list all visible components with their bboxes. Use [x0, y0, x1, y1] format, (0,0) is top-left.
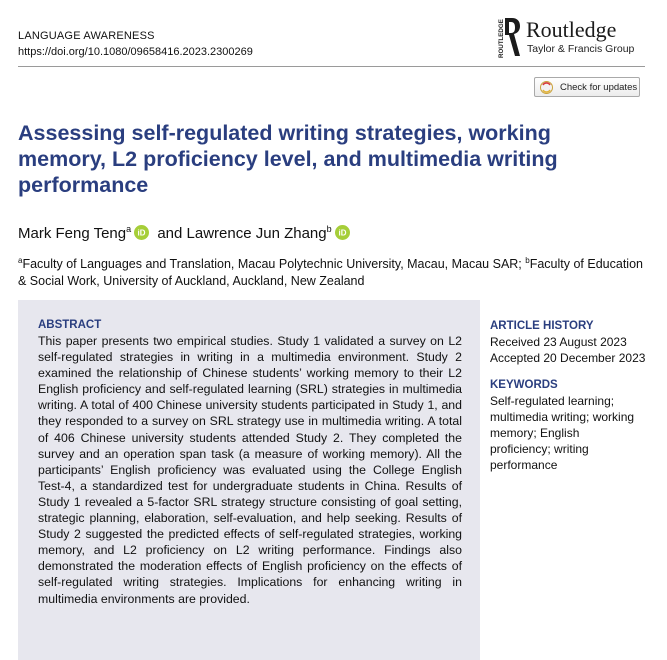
doi-link[interactable]: https://doi.org/10.1080/09658416.2023.2300269 [18, 46, 253, 58]
author-joiner: and [157, 225, 183, 242]
affiliation-text: Faculty of Languages and Translation, Macau Polytechnic University, Macau, Macau SAR; [22, 257, 522, 272]
svg-text:ROUTLEDGE: ROUTLEDGE [498, 19, 505, 58]
publisher-name: Routledge [526, 17, 617, 42]
abstract-text: This paper presents two empirical studies. Study 1 validated a survey on L2 self-regulated strategies in writing in a multimedia environment. Study 2 examined the relationship of Chinese students’ working memory to their L2 English proficiency and self-regulated learning (SRL) strategies in multimedia writing. A total of 400 Chinese university students participated in Study 1, and they responded to a survey on SRL strategy use in multimedia writing. A total of 406 Chinese university students attended Study 2. They completed the survey and an operation span task (a measure of working memory). All the participants’ English proficiency was evaluated using the College English Test-4, a standardized test for undergraduate students in China. Results of Study 1 revealed a 5-factor SRL strategy structure consisting of goal setting, strategic planning, elaboration, self-evaluation, and help seeking. Results of Study 2 suggested the predicted effects of self-regulated strategies, working memory, and L2 proficiency on L2 writing performance. Findings also demonstrated the moderation effects of English proficiency on the effects of self-regulated writing strategies. Implications for enhancing writing in multimedia environments are provided. [38, 334, 462, 606]
affiliation-text: Faculty of Education & Social Work, University of Auckland, Auckland, New Zealand [18, 257, 643, 289]
author-affiliation-mark: a [126, 224, 132, 234]
update-badge-icon [540, 81, 553, 94]
journal-name: LANGUAGE AWARENESS [18, 30, 155, 42]
article-history-heading: ARTICLE HISTORY [490, 320, 594, 332]
author-affiliation-mark: b [326, 224, 332, 234]
affiliations [18, 252, 646, 290]
accepted-date: Accepted 20 December 2023 [490, 351, 646, 365]
abstract-box [18, 300, 480, 660]
publisher-group: Taylor & Francis Group [527, 43, 635, 55]
abstract-heading: ABSTRACT [38, 319, 102, 331]
svg-text:iD: iD [137, 228, 146, 238]
article-title: Assessing self-regulated writing strategies, working memory, L2 proficiency level, and multimedia writing performance [18, 121, 558, 197]
sidebar [490, 319, 650, 473]
orcid-icon[interactable] [335, 225, 350, 240]
check-for-updates-button[interactable] [534, 77, 640, 97]
author-list [18, 219, 354, 244]
check-for-updates-label: Check for updates [560, 82, 638, 93]
keywords-heading: KEYWORDS [490, 379, 558, 391]
publisher-logo [494, 16, 654, 62]
header-rule [18, 66, 645, 67]
orcid-icon[interactable] [134, 225, 149, 240]
author-name: Mark Feng Teng [18, 225, 127, 242]
author-name: Lawrence Jun Zhang [186, 225, 327, 242]
affiliation-mark: b [525, 256, 530, 265]
keywords-list: Self-regulated learning; multimedia writing; working memory; English proficiency; writing performance [490, 394, 635, 472]
routledge-vertical-wordmark [495, 18, 505, 58]
received-date: Received 23 August 2023 [490, 335, 627, 349]
svg-text:iD: iD [338, 228, 347, 238]
affiliation-mark: a [18, 256, 23, 265]
